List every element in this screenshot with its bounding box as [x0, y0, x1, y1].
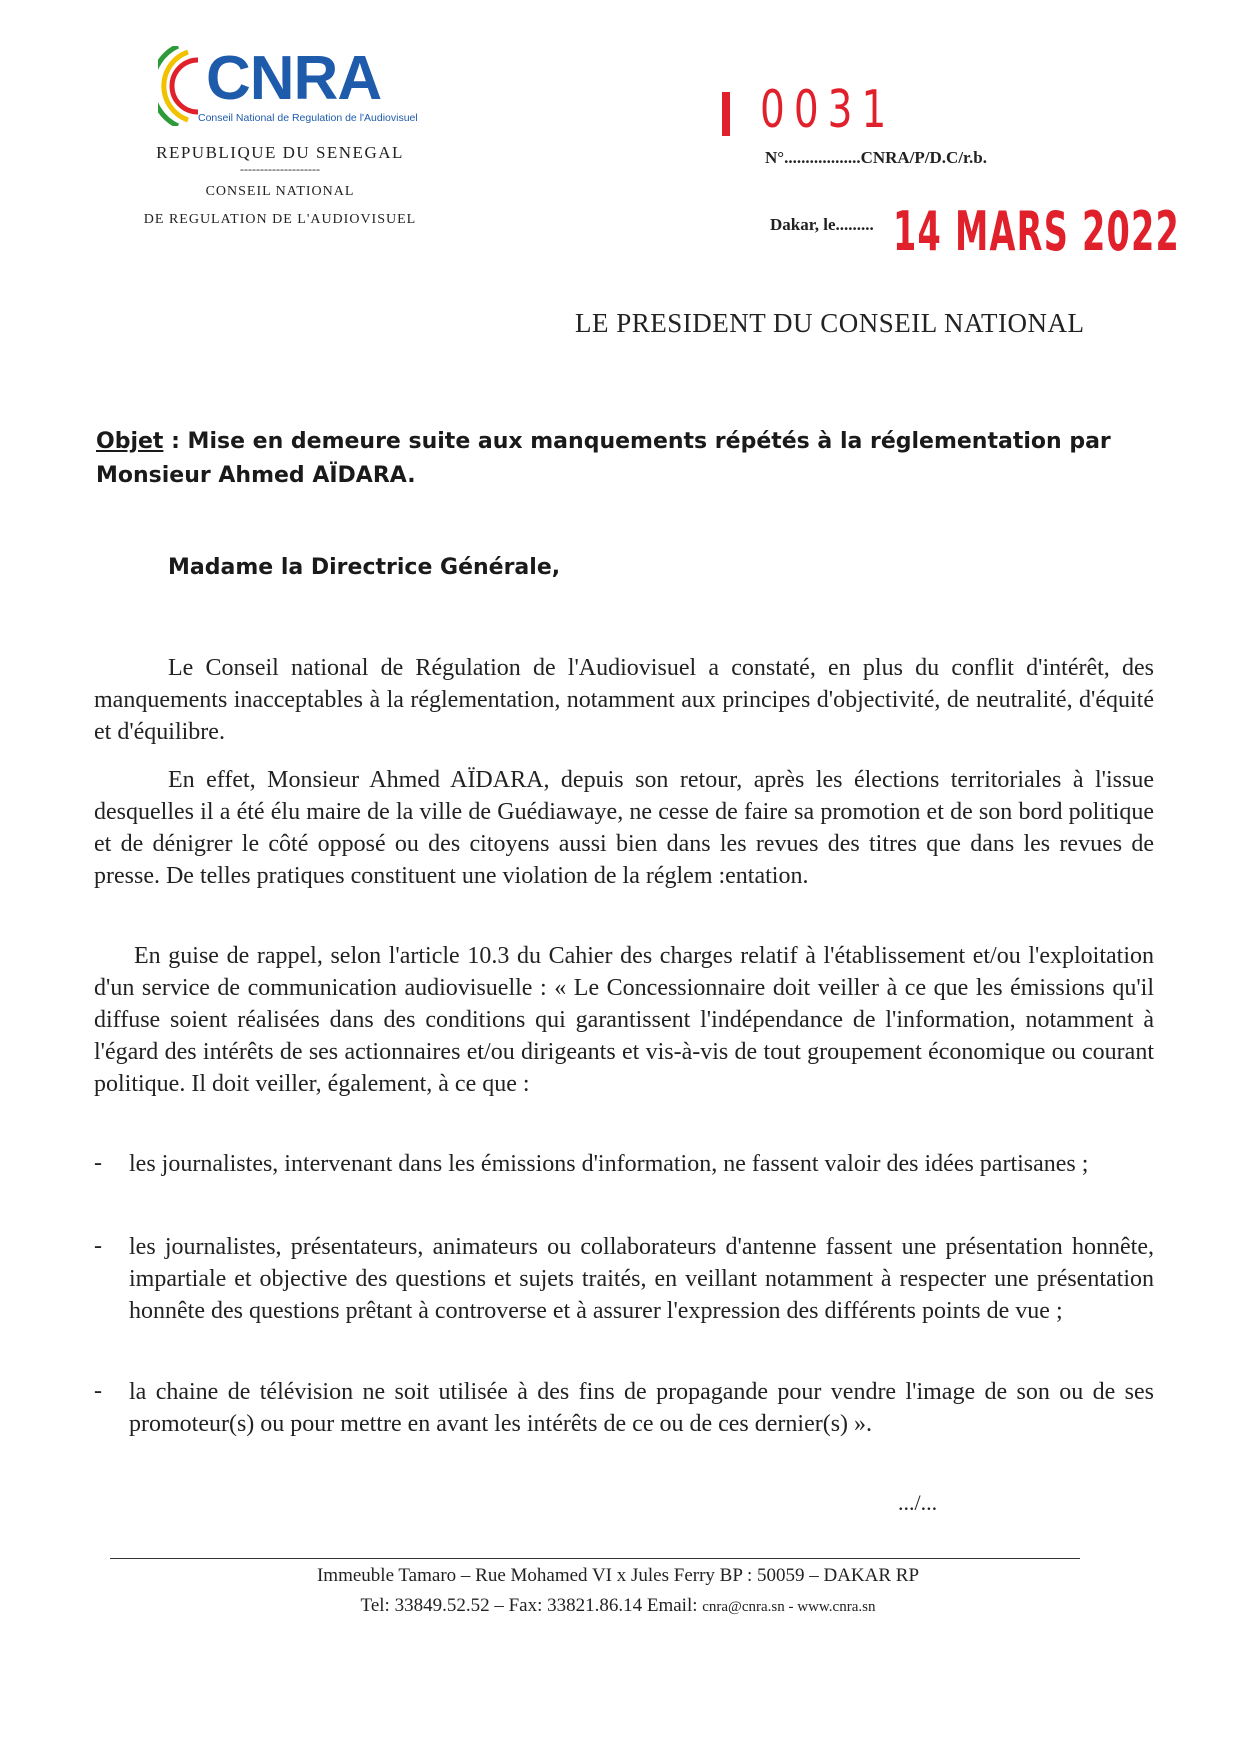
logo-subtitle: Conseil National de Regulation de l'Audiovisuel [198, 112, 418, 124]
stamp-date: 14 MARS 2022 [893, 200, 1181, 263]
subject-text: : Mise en demeure suite aux manquements répétés à la réglementation par Monsieur Ahmed AÏDARA. [96, 429, 1111, 488]
body-paragraph-2: En effet, Monsieur Ahmed AÏDARA, depuis son retour, après les élections territoriales à l'issue desquelles il a été élu maire de la ville de Guédiawaye, ne cesse de faire sa promotion et de son bord politique et de dénigrer le côté opposé ou des citoyens aussi bien dans les revues des titres que dans les revues de presse. De telles pratiques constituent une violation de la réglem :entation. [94, 767, 1154, 889]
footer-divider [110, 1558, 1080, 1559]
footer-address: Immeuble Tamaro – Rue Mohamed VI x Jules Ferry BP : 50059 – DAKAR RP [316, 1565, 920, 1586]
header-separator: -------------------- [240, 162, 320, 176]
stamp-number: 0031 [760, 80, 896, 140]
list-bullet: - [94, 1233, 102, 1259]
org-line-2: DE REGULATION DE L'AUDIOVISUEL [143, 212, 417, 227]
list-bullet: - [94, 1150, 102, 1176]
list-bullet: - [94, 1378, 102, 1404]
body-paragraph-3: En guise de rappel, selon l'article 10.3 du Cahier des charges relatif à l'établissement et/ou l'exploitation d'un service de communication audiovisuelle : « Le Concessionnaire doit veiller à ce que les émissions qu'il diffuse soient réalisées dans des conditions qui garantissent l'indépendance de l'information, notamment à l'égard des intérêts de ses actionnaires et/ou dirigeants et vis-à-vis de tout groupement économique ou courant politique. Il doit veiller, également, à ce que : [94, 943, 1154, 1097]
footer-phone-fax: Tel: 33849.52.52 – Fax: 33821.86.14 Email: [360, 1595, 703, 1616]
logo-wordmark: CNRA [206, 44, 382, 113]
footer-email-web: cnra@cnra.sn - www.cnra.sn [702, 1599, 876, 1615]
cnra-logo [158, 46, 418, 126]
sender-title: LE PRESIDENT DU CONSEIL NATIONAL [575, 308, 1085, 338]
org-line-1: CONSEIL NATIONAL [205, 184, 355, 199]
stamp-mark [722, 92, 730, 136]
body-paragraph-1: Le Conseil national de Régulation de l'Audiovisuel a constaté, en plus du conflit d'intérêt, des manquements inacceptables à la réglementation, notamment aux principes d'objectivité, de neutralité, d'équité et d'équilibre. [94, 655, 1154, 745]
subject-line [96, 425, 1156, 493]
list-item: la chaine de télévision ne soit utilisée à des fins de propagande pour vendre l'image de son ou de ses promoteur(s) ou pour mettre en avant les intérêts de ce ou de ces dernier(s) ». [129, 1379, 1154, 1437]
country-name: REPUBLIQUE DU SENEGAL [156, 143, 404, 162]
reference-number: N°..................CNRA/P/D.C/r.b. [765, 148, 987, 167]
subject-label: Objet [96, 429, 164, 454]
footer-contact [0, 1595, 1236, 1617]
salutation: Madame la Directrice Générale, [168, 555, 561, 580]
continuation-mark: .../... [898, 1490, 938, 1515]
date-prefix: Dakar, le......... [770, 215, 874, 234]
list-item: les journalistes, intervenant dans les émissions d'information, ne fassent valoir des idées partisanes ; [129, 1151, 1089, 1177]
list-item: les journalistes, présentateurs, animateurs ou collaborateurs d'antenne fassent une présentation honnête, impartiale et objective des questions et sujets traités, en veillant notamment à respecter une présentation honnête des questions prêtant à controverse et à assurer l'expression des différents points de vue ; [129, 1234, 1154, 1324]
